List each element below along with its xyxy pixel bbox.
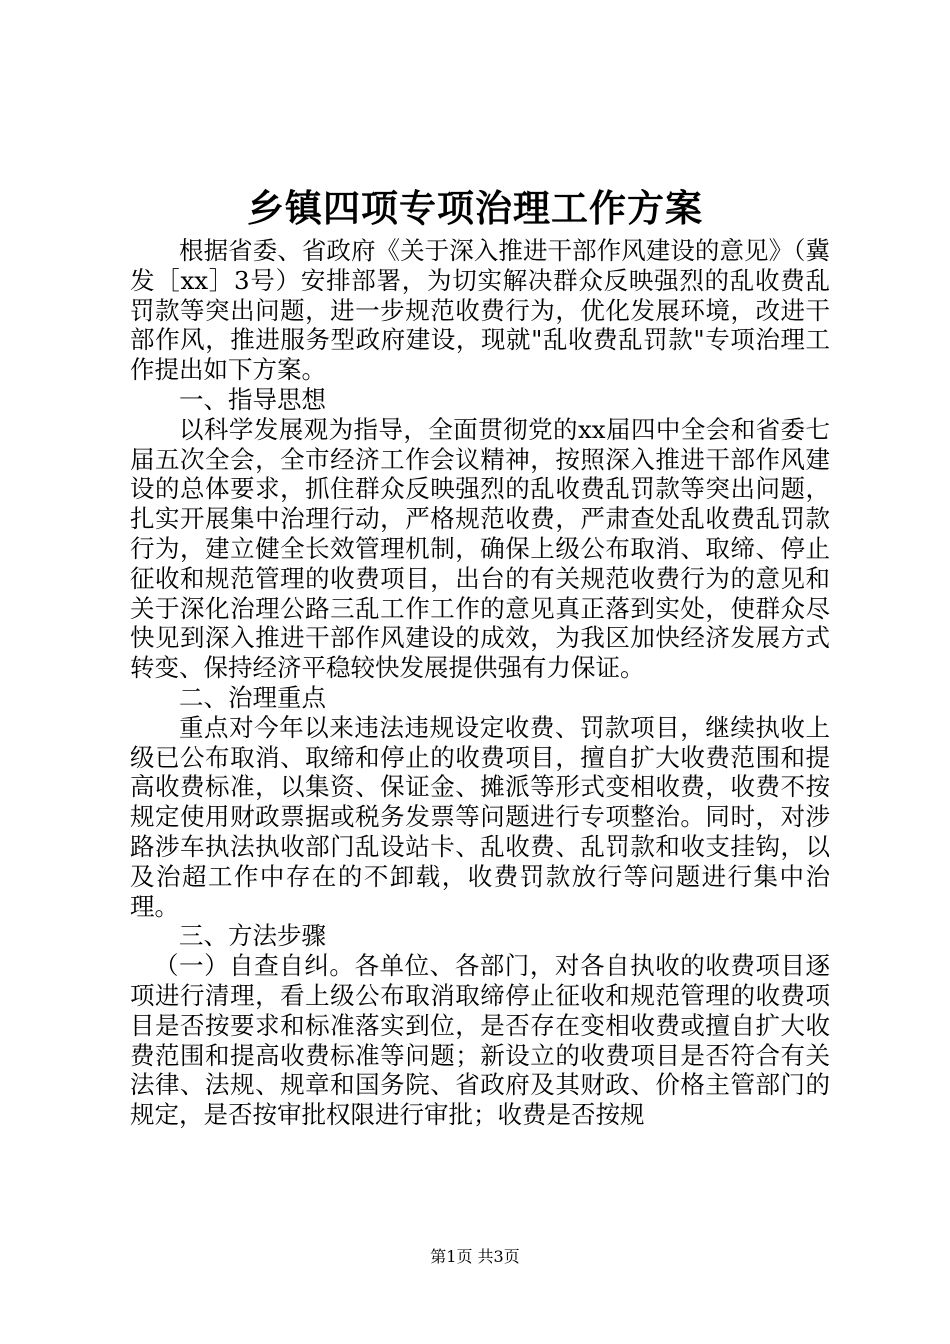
section-heading-governance-focus: 二、治理重点 — [179, 682, 326, 712]
self-check-paragraph: （一）自查自纠。各单位、各部门，对各自执收的收费项目逐项进行清理，看上级公布取消取缔停止征收和规范管理的收费项目是否按要求和标准落实到位，是否存在变相收费或擅自扩大收费范围和提高收费标准等问题；新设立的收费项目是否符合有关法律、法规、规章和国务院、省政府及其财政、价格主管部门的规定，是否按审批权限进行审批；收费是否按规 — [130, 951, 830, 1130]
guiding-thought-paragraph: 以科学发展观为指导，全面贯彻党的xx届四中全会和省委七届五次全会，全市经济工作会议精神，按照深入推进干部作风建设的总体要求，抓住群众反映强烈的乱收费乱罚款等突出问题，扎实开展集中治理行动，严格规范收费，严肃查处乱收费乱罚款行为，建立健全长效管理机制，确保上级公布取消、取缔、停止征收和规范管理的收费项目，出台的有关规范收费行为的意见和关于深化治理公路三乱工作工作的意见真正落到实处，使群众尽快见到深入推进干部作风建设的成效，为我区加快经济发展方式转变、保持经济平稳较快发展提供强有力保证。 — [130, 414, 830, 683]
intro-paragraph: 根据省委、省政府《关于深入推进干部作风建设的意见》（冀发［xx］3号）安排部署，为切实解决群众反映强烈的乱收费乱罚款等突出问题，进一步规范收费行为，优化发展环境，改进干部作风，推进服务型政府建设，现就"乱收费乱罚款"专项治理工作提出如下方案。 — [130, 236, 830, 385]
governance-focus-paragraph: 重点对今年以来违法违规设定收费、罚款项目，继续执收上级已公布取消、取缔和停止的收费项目，擅自扩大收费范围和提高收费标准，以集资、保证金、摊派等形式变相收费，收费不按规定使用财政票据或税务发票等问题进行专项整治。同时，对涉路涉车执法执收部门乱设站卡、乱收费、乱罚款和收支挂钩，以及治超工作中存在的不卸载，收费罚款放行等问题进行集中治理。 — [130, 712, 830, 921]
page-footer: 第1页 共3页 — [430, 1247, 520, 1266]
section-heading-guiding-thought: 一、指导思想 — [179, 384, 326, 414]
section-heading-method-steps: 三、方法步骤 — [179, 921, 326, 951]
document-body — [130, 236, 830, 1130]
document-title: 乡镇四项专项治理工作方案 — [247, 186, 703, 230]
